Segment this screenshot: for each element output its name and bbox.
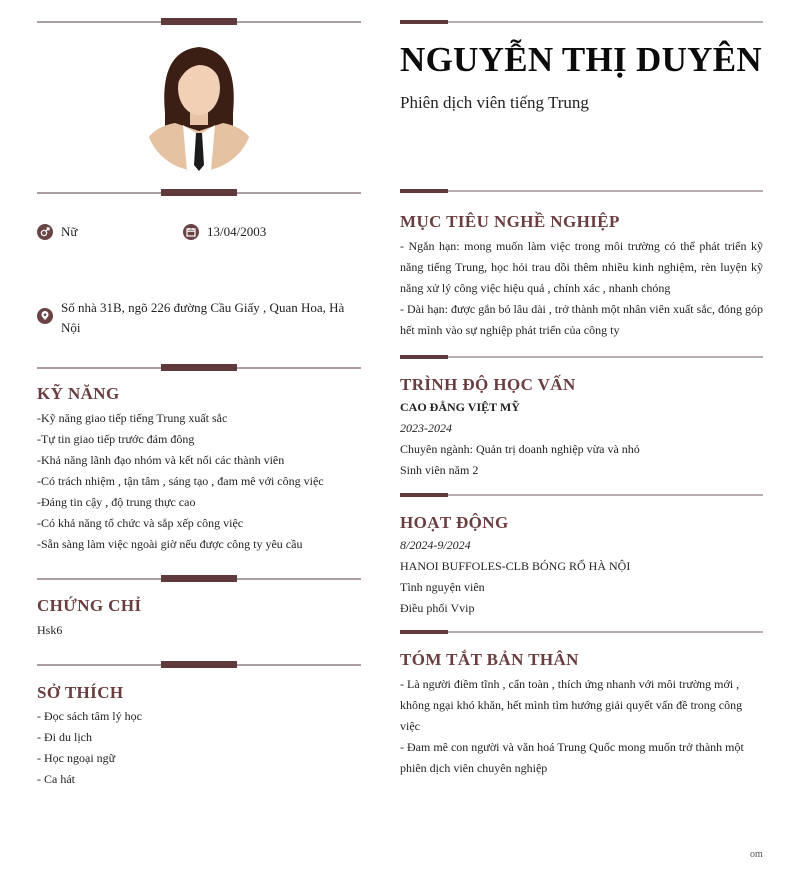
education-block — [400, 397, 763, 481]
divider — [400, 493, 763, 498]
paragraph: - Là người điềm tĩnh , cẩn toàn , thích ứng nhanh với môi trường mới , không ngại khó khăn, hết mình tìm hướng giải quyết vấn đề trong công việc — [400, 677, 743, 733]
paragraph: - Ngắn hạn: mong muốn làm việc trong môi trường có thể phát triển kỹ năng tiếng Trung, học hỏi trau dồi thêm nhiều kinh nghiệm, rèn luyện kỹ năng xử lý công việc hiệu quả , chính xác , nhanh chóng — [400, 239, 763, 295]
birthday-item — [183, 224, 266, 240]
paragraph: - Đam mê con người và văn hoá Trung Quốc mong muốn trở thành một phiên dịch viên chuyên nghiệp — [400, 740, 744, 775]
list-item: -Có trách nhiệm , tận tâm , sáng tạo , đam mê với công việc — [37, 474, 324, 488]
activity-role: Tình nguyện viên — [400, 580, 485, 594]
summary-title: TÓM TẮT BẢN THÂN — [400, 650, 579, 669]
gender-item — [37, 224, 77, 240]
school-name: CAO ĐẲNG VIỆT MỸ — [400, 400, 520, 414]
divider — [37, 18, 361, 26]
objective-text — [400, 236, 763, 341]
birthday-value: 13/04/2003 — [207, 224, 267, 239]
address-value: Số nhà 31B, ngõ 226 đường Cầu Giấy , Quan Hoa, Hà Nội — [61, 300, 345, 335]
list-item: -Khả năng lãnh đạo nhóm và kết nối các thành viên — [37, 453, 285, 467]
paragraph: - Dài hạn: được gắn bó lâu dài , trở thành một nhân viên xuất sắc, đóng góp hết mình vào sự nghiệp phát triển của công ty — [400, 302, 763, 337]
objective-title: MỤC TIÊU NGHỀ NGHIỆP — [400, 212, 620, 231]
list-item: - Ca hát — [37, 772, 75, 786]
activity-period: 8/2024-9/2024 — [400, 538, 471, 552]
list-item: -Sẵn sàng làm việc ngoài giờ nếu được công ty yêu cầu — [37, 537, 303, 551]
activity-task: Điều phối Vvip — [400, 601, 475, 615]
hobbies-title: SỞ THÍCH — [37, 683, 124, 702]
job-title: Phiên dịch viên tiếng Trung — [400, 93, 589, 112]
list-item: -Tự tin giao tiếp trước đám đông — [37, 432, 195, 446]
list-item: - Học ngoại ngữ — [37, 751, 116, 765]
gender-value: Nữ — [61, 224, 78, 239]
certificates-title: CHỨNG CHỈ — [37, 596, 142, 615]
divider — [37, 189, 361, 197]
address-item — [37, 298, 361, 338]
divider — [37, 575, 361, 583]
activity-org: HANOI BUFFOLES-CLB BÓNG RỔ HÀ NỘI — [400, 559, 631, 573]
education-period: 2023-2024 — [400, 421, 452, 435]
gender-icon — [37, 224, 53, 240]
summary-text — [400, 674, 750, 779]
calendar-icon — [183, 224, 199, 240]
divider — [37, 661, 361, 669]
activities-title: HOẠT ĐỘNG — [400, 513, 509, 532]
education-major: Chuyên ngành: Quản trị doanh nghiệp vừa và nhỏ — [400, 442, 640, 456]
divider — [400, 355, 763, 360]
location-pin-icon — [37, 308, 53, 324]
avatar — [145, 43, 253, 171]
education-status: Sinh viên năm 2 — [400, 463, 479, 477]
divider — [37, 364, 361, 372]
activities-block — [400, 535, 763, 619]
full-name: NGUYỄN THỊ DUYÊN — [400, 40, 762, 79]
divider — [400, 630, 763, 635]
skills-list — [37, 408, 361, 555]
skills-title: KỸ NĂNG — [37, 384, 120, 403]
list-item: - Đọc sách tâm lý học — [37, 709, 142, 723]
education-title: TRÌNH ĐỘ HỌC VẤN — [400, 375, 576, 394]
divider — [400, 20, 763, 25]
footer-text: om — [750, 849, 763, 860]
list-item: - Đi du lịch — [37, 730, 92, 744]
list-item: -Kỹ năng giao tiếp tiếng Trung xuất sắc — [37, 411, 228, 425]
list-item: -Có khả năng tổ chức và sắp xếp công việc — [37, 516, 244, 530]
certificates-list — [37, 620, 361, 641]
hobbies-list — [37, 706, 361, 790]
list-item: Hsk6 — [37, 623, 63, 637]
divider — [400, 189, 763, 194]
list-item: -Đáng tin cậy , độ trung thực cao — [37, 495, 196, 509]
